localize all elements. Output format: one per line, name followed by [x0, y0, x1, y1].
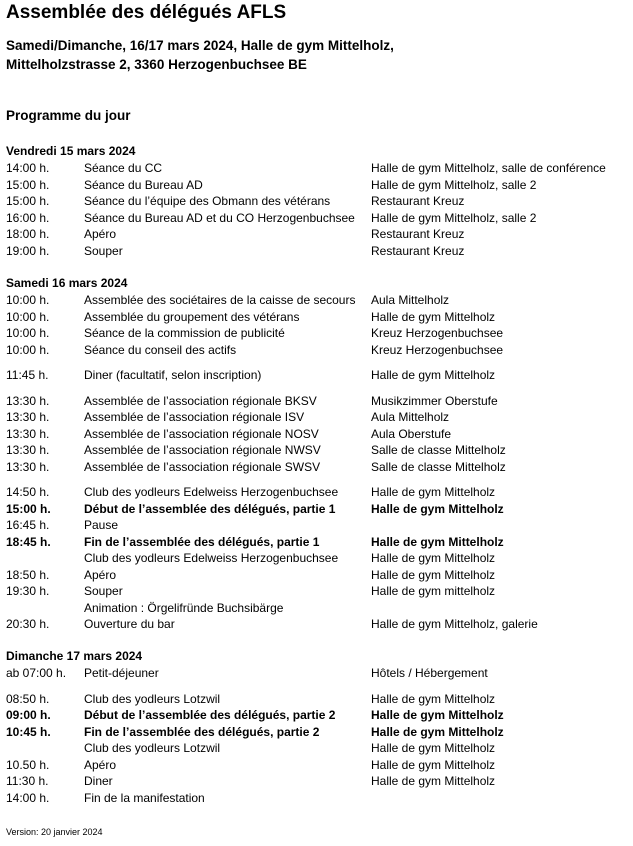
schedule-place: Restaurant Kreuz: [371, 243, 465, 258]
schedule-event: Fin de l’assemblée des délégués, partie 2: [84, 724, 320, 739]
schedule-event: Assemblée de l’association régionale NWSV: [84, 443, 321, 457]
schedule-event: Club des yodleurs Edelweiss Herzogenbuchsee: [84, 485, 339, 499]
schedule-event: Séance du CC: [84, 161, 163, 175]
schedule-time: 15:00 h.: [6, 501, 51, 516]
version-footer: Version: 20 janvier 2024: [6, 827, 103, 837]
schedule-time: 14:00 h.: [6, 790, 50, 805]
schedule-row: [6, 427, 626, 444]
page-title: Assemblée des délégués AFLS: [6, 2, 287, 23]
schedule-row: [6, 178, 626, 195]
schedule-place: Salle de classe Mittelholz: [371, 459, 506, 474]
schedule-place: Halle de gym Mittelholz: [371, 741, 496, 755]
schedule-row: [6, 211, 626, 228]
schedule-row: [6, 551, 626, 568]
schedule-row: [6, 741, 626, 758]
schedule-event: Petit-déjeuner: [84, 666, 159, 680]
schedule-time: 13:30 h.: [6, 426, 50, 441]
schedule-time: 16:45 h.: [6, 518, 50, 532]
schedule-time: 15:00 h.: [6, 177, 50, 192]
schedule-place: Halle de gym Mittelholz: [371, 309, 496, 324]
schedule-place: Kreuz Herzogenbuchsee: [371, 342, 504, 357]
schedule-time: 13:30 h.: [6, 410, 50, 424]
schedule-row: [6, 343, 626, 360]
schedule-row: [6, 194, 626, 211]
schedule-time: 18:45 h.: [6, 534, 51, 549]
schedule-time: 10:00 h.: [6, 326, 50, 340]
schedule-row: [6, 443, 626, 460]
schedule-event: Apéro: [84, 567, 117, 582]
schedule-row: [6, 310, 626, 327]
schedule-row: [6, 244, 626, 261]
schedule-time: 08:50 h.: [6, 691, 50, 706]
schedule-place: Halle de gym Mittelholz: [371, 708, 504, 722]
schedule-row: [6, 518, 626, 535]
schedule-place: Halle de gym Mittelholz, galerie: [371, 617, 538, 631]
schedule-time: 11:30 h.: [6, 774, 49, 788]
schedule-time: 09:00 h.: [6, 708, 51, 722]
schedule-time: 10.50 h.: [6, 757, 50, 772]
schedule-time: 19:30 h.: [6, 584, 50, 598]
schedule-row: [6, 758, 626, 775]
subtitle-line: Mittelholzstrasse 2, 3360 Herzogenbuchsee BE: [6, 57, 307, 72]
schedule-time: 13:30 h.: [6, 459, 50, 474]
schedule-time: 18:00 h.: [6, 227, 50, 241]
schedule-row: [6, 368, 626, 385]
day-heading: Vendredi 15 mars 2024: [6, 144, 136, 158]
schedule-row: [6, 293, 626, 310]
schedule-event: Début de l’assemblée des délégués, partie 1: [84, 501, 336, 516]
schedule-row: [6, 708, 626, 725]
schedule-place: Restaurant Kreuz: [371, 194, 465, 208]
schedule-event: Club des yodleurs Lotzwil: [84, 691, 221, 706]
schedule-event: Diner: [84, 774, 113, 788]
schedule-time: 19:00 h.: [6, 243, 50, 258]
schedule-event: Animation : Örgelifründe Buchsibärge: [84, 600, 284, 615]
schedule-place: Halle de gym Mittelholz: [371, 368, 496, 382]
schedule-row: [6, 617, 626, 634]
schedule-place: Halle de gym Mittelholz: [371, 724, 504, 739]
schedule-event: Séance du Bureau AD et du CO Herzogenbuchsee: [84, 210, 355, 225]
schedule-time: 14:00 h.: [6, 161, 50, 175]
schedule-place: Halle de gym Mittelholz: [371, 551, 496, 565]
schedule-time: 10:00 h.: [6, 293, 50, 307]
schedule-place: Aula Mittelholz: [371, 410, 450, 424]
schedule-time: 16:00 h.: [6, 210, 50, 225]
schedule-row: [6, 568, 626, 585]
schedule-row: [6, 460, 626, 477]
schedule-time: 20:30 h.: [6, 617, 50, 631]
schedule-event: Séance de la commission de publicité: [84, 326, 285, 340]
schedule-place: Halle de gym Mittelholz, salle de conférence: [371, 161, 606, 175]
schedule-event: Ouverture du bar: [84, 617, 175, 631]
schedule-row: [6, 584, 626, 601]
schedule-event: Assemblée de l’association régionale BKSV: [84, 393, 317, 408]
schedule-event: Assemblée de l’association régionale SWSV: [84, 459, 321, 474]
schedule-event: Séance du conseil des actifs: [84, 342, 237, 357]
schedule-row: [6, 791, 626, 808]
schedule-time: ab 07:00 h.: [6, 666, 67, 680]
schedule-row: [6, 535, 626, 552]
schedule-time: 10:45 h.: [6, 724, 51, 739]
schedule-event: Club des yodleurs Lotzwil: [84, 741, 221, 755]
schedule-event: Séance du Bureau AD: [84, 177, 203, 192]
schedule-row: [6, 326, 626, 343]
subtitle-line: Samedi/Dimanche, 16/17 mars 2024, Halle de gym Mittelholz,: [6, 38, 394, 53]
schedule-place: Halle de gym Mittelholz: [371, 534, 504, 549]
schedule-place: Aula Mittelholz: [371, 293, 450, 307]
schedule-time: 14:50 h.: [6, 485, 50, 499]
schedule-event: Assemblée de l’association régionale NOSV: [84, 426, 319, 441]
schedule-place: Halle de gym Mittelholz: [371, 567, 496, 582]
schedule-place: Aula Oberstufe: [371, 426, 452, 441]
schedule-place: Halle de gym Mittelholz: [371, 691, 496, 706]
schedule-place: Halle de gym Mittelholz: [371, 485, 496, 499]
schedule-place: Halle de gym Mittelholz: [371, 774, 496, 788]
day-heading: Samedi 16 mars 2024: [6, 276, 128, 290]
schedule-row: [6, 485, 626, 502]
section-heading: Programme du jour: [6, 108, 131, 123]
schedule-event: Club des yodleurs Edelweiss Herzogenbuchsee: [84, 551, 339, 565]
schedule-event: Fin de l’assemblée des délégués, partie 1: [84, 534, 320, 549]
schedule-event: Diner (facultatif, selon inscription): [84, 368, 262, 382]
schedule-event: Assemblée du groupement des vétérans: [84, 309, 300, 324]
schedule-row: [6, 227, 626, 244]
schedule-place: Halle de gym Mittelholz, salle 2: [371, 177, 537, 192]
schedule-place: Halle de gym Mittelholz: [371, 501, 504, 516]
schedule-place: Musikzimmer Oberstufe: [371, 393, 498, 408]
schedule-time: 10:00 h.: [6, 342, 50, 357]
schedule-row: [6, 774, 626, 791]
schedule-event: Apéro: [84, 227, 117, 241]
schedule-time: 15:00 h.: [6, 194, 50, 208]
schedule-event: Assemblée des sociétaires de la caisse de secours: [84, 293, 356, 307]
schedule-time: 18:50 h.: [6, 567, 50, 582]
schedule-place: Hôtels / Hébergement: [371, 666, 488, 680]
schedule-time: 13:30 h.: [6, 443, 50, 457]
schedule-place: Halle de gym Mittelholz, salle 2: [371, 210, 537, 225]
schedule-place: Halle de gym Mittelholz: [371, 757, 496, 772]
schedule-event: Pause: [84, 518, 119, 532]
schedule-row: [6, 502, 626, 519]
schedule-time: 11:45 h.: [6, 368, 49, 382]
schedule-place: Salle de classe Mittelholz: [371, 443, 506, 457]
schedule-event: Souper: [84, 584, 123, 598]
schedule-row: [6, 410, 626, 427]
schedule-time: 13:30 h.: [6, 393, 50, 408]
schedule-event: Apéro: [84, 757, 117, 772]
schedule-row: [6, 394, 626, 411]
schedule-event: Assemblée de l’association régionale ISV: [84, 410, 305, 424]
schedule-event: Fin de la manifestation: [84, 790, 205, 805]
schedule-event: Début de l’assemblée des délégués, partie 2: [84, 708, 336, 722]
schedule-row: [6, 601, 626, 618]
schedule-row: [6, 725, 626, 742]
schedule-place: Kreuz Herzogenbuchsee: [371, 326, 504, 340]
event-subtitle: [6, 36, 394, 74]
day-heading: Dimanche 17 mars 2024: [6, 649, 143, 663]
schedule-event: Séance du l’équipe des Obmann des vétérans: [84, 194, 331, 208]
schedule-row: [6, 692, 626, 709]
schedule-time: 10:00 h.: [6, 309, 50, 324]
schedule-row: [6, 161, 626, 178]
schedule-row: [6, 666, 626, 683]
schedule-event: Souper: [84, 243, 123, 258]
schedule-place: Halle de gym mittelholz: [371, 584, 496, 598]
schedule-place: Restaurant Kreuz: [371, 227, 465, 241]
